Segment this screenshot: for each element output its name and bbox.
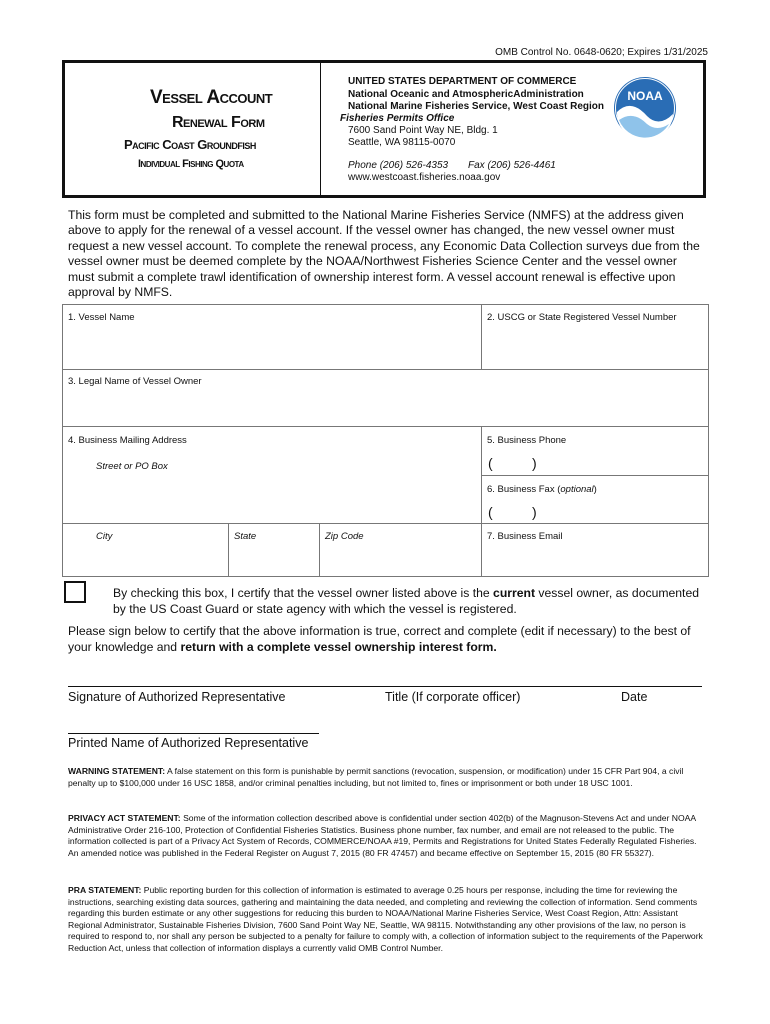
mailing-address-label: 4. Business Mailing Address xyxy=(68,435,187,446)
vessel-name-label: 1. Vessel Name xyxy=(68,312,135,323)
agency-address-2: Seattle, WA 98115-0070 xyxy=(348,137,456,148)
agency-dept: UNITED STATES DEPARTMENT OF COMMERCE xyxy=(348,76,577,87)
agency-phone: Phone (206) 526-4353 xyxy=(348,160,449,171)
noaa-logo-icon xyxy=(613,76,677,140)
business-phone-field[interactable] xyxy=(481,426,709,476)
agency-noaa: National Oceanic and AtmosphericAdministration xyxy=(348,89,584,100)
agency-website: www.westcoast.fisheries.noaa.gov xyxy=(348,172,501,183)
vessel-number-label: 2. USCG or State Registered Vessel Number xyxy=(487,312,677,323)
fax-paren-close: ) xyxy=(532,504,537,520)
zip-label: Zip Code xyxy=(325,531,364,542)
sign-instructions: Please sign below to certify that the above information is true, correct and complete (edit if necessary) to the best of your knowledge and return with a complete vessel ownership interest form. xyxy=(68,624,691,654)
owner-name-label: 3. Legal Name of Vessel Owner xyxy=(68,376,202,387)
phone-paren-close: ) xyxy=(532,455,537,471)
omb-control-number: OMB Control No. 0648-0620; Expires 1/31/2025 xyxy=(495,47,708,58)
agency-fax: Fax (206) 526-4461 xyxy=(468,160,556,171)
city-label: City xyxy=(96,531,113,542)
intro-paragraph: This form must be completed and submitted to the National Marine Fisheries Service (NMFS) at the address given above to apply for the renewal of a vessel account. If the vessel owner has changed, the new vessel owner must request a new vessel account. To complete the renewal process, any Economic Data Collection surveys due from the vessel owner must be deemed complete by the NOAA/Northwest Fisheries Science Center and the vessel owner must submit a complete trawl identification of ownership interest form. A vessel account renewal is effective upon approval by NMFS. xyxy=(68,208,700,300)
business-fax-field[interactable] xyxy=(481,475,709,524)
phone-paren-open: ( xyxy=(488,455,493,471)
printed-name-label: Printed Name of Authorized Representative xyxy=(68,736,309,750)
header-divider xyxy=(320,63,321,195)
fax-paren-open: ( xyxy=(488,504,493,520)
business-email-label: 7. Business Email xyxy=(487,531,563,542)
form-subtitle: Renewal Form xyxy=(172,114,265,131)
printed-name-line[interactable] xyxy=(68,733,319,734)
agency-nmfs: National Marine Fisheries Service, West Coast Region xyxy=(348,101,605,112)
current-owner-checkbox[interactable] xyxy=(64,581,86,603)
state-label: State xyxy=(234,531,257,542)
date-label: Date xyxy=(621,690,648,704)
agency-address-1: 7600 Sand Point Way NE, Bldg. 1 xyxy=(348,125,498,136)
business-phone-label: 5. Business Phone xyxy=(487,435,567,446)
signature-line[interactable] xyxy=(68,686,702,687)
certify-text: By checking this box, I certify that the vessel owner listed above is the current vessel owner, as documented by the US Coast Guard or state agency with which the vessel is registered. xyxy=(113,586,699,616)
program-subname: Individual Fishing Quota xyxy=(138,158,244,170)
title-label: Title (If corporate officer) xyxy=(385,690,521,704)
form-title: Vessel Account xyxy=(150,87,273,108)
privacy-act-statement: PRIVACY ACT STATEMENT: Some of the information collection described above is confidential under section 402(b) of the Magnuson-Stevens Act and under NOAA Administrative Order 216-100, Protection of Confidential Fisheries Statistics. Business phone number, fax number, and email are not released to the public. The information collected is part of a Privacy Act System of Records, COMMERCE/NOAA #19, Permits and Registrations for United States Federally Regulated Fisheries. An amended notice was published in the Federal Register on August 7, 2015 (80 FR 47457) and became effective on September 15, 2015 (80 FR 55327). xyxy=(68,813,697,858)
street-label: Street or PO Box xyxy=(96,461,168,472)
business-fax-label: 6. Business Fax (optional) xyxy=(487,484,597,495)
program-name: Pacific Coast Groundfish xyxy=(124,137,256,152)
pra-statement: PRA STATEMENT: Public reporting burden for this collection of information is estimated to average 0.25 hours per response, including the time for reviewing the instructions, searching existing data sources, gathering and maintaining the data needed, and completing and reviewing the collection of information. Send comments regarding this burden estimate or any other suggestions for reducing this burden to NOAA/National Marine Fisheries Service, West Coast Region, Attn: Assistant Regional Administrator, Sustainable Fisheries Division, 7600 Sand Point Way NE, Seattle, WA 98115. Notwithstanding any other provisions of the law, no person is required to respond to, nor shall any person be subjected to a penalty for failure to comply with, a collection of information subject to the requirements of the Paperwork Reduction Act, unless that collection of information displays a currently valid OMB Control Number. xyxy=(68,885,703,953)
signature-label: Signature of Authorized Representative xyxy=(68,690,286,704)
warning-statement: WARNING STATEMENT: A false statement on this form is punishable by permit sanctions (revocation, suspension, or modification) under 15 CFR Part 904, a civil penalty up to $100,000 under 16 USC 1858, and/or criminal penalties including, but not limited to, fines or imprisonment or both under 18 USC 1001. xyxy=(68,766,684,788)
city-field[interactable] xyxy=(62,523,229,577)
noaa-logo-text: NOAA xyxy=(627,89,663,103)
agency-office: Fisheries Permits Office xyxy=(340,113,455,124)
